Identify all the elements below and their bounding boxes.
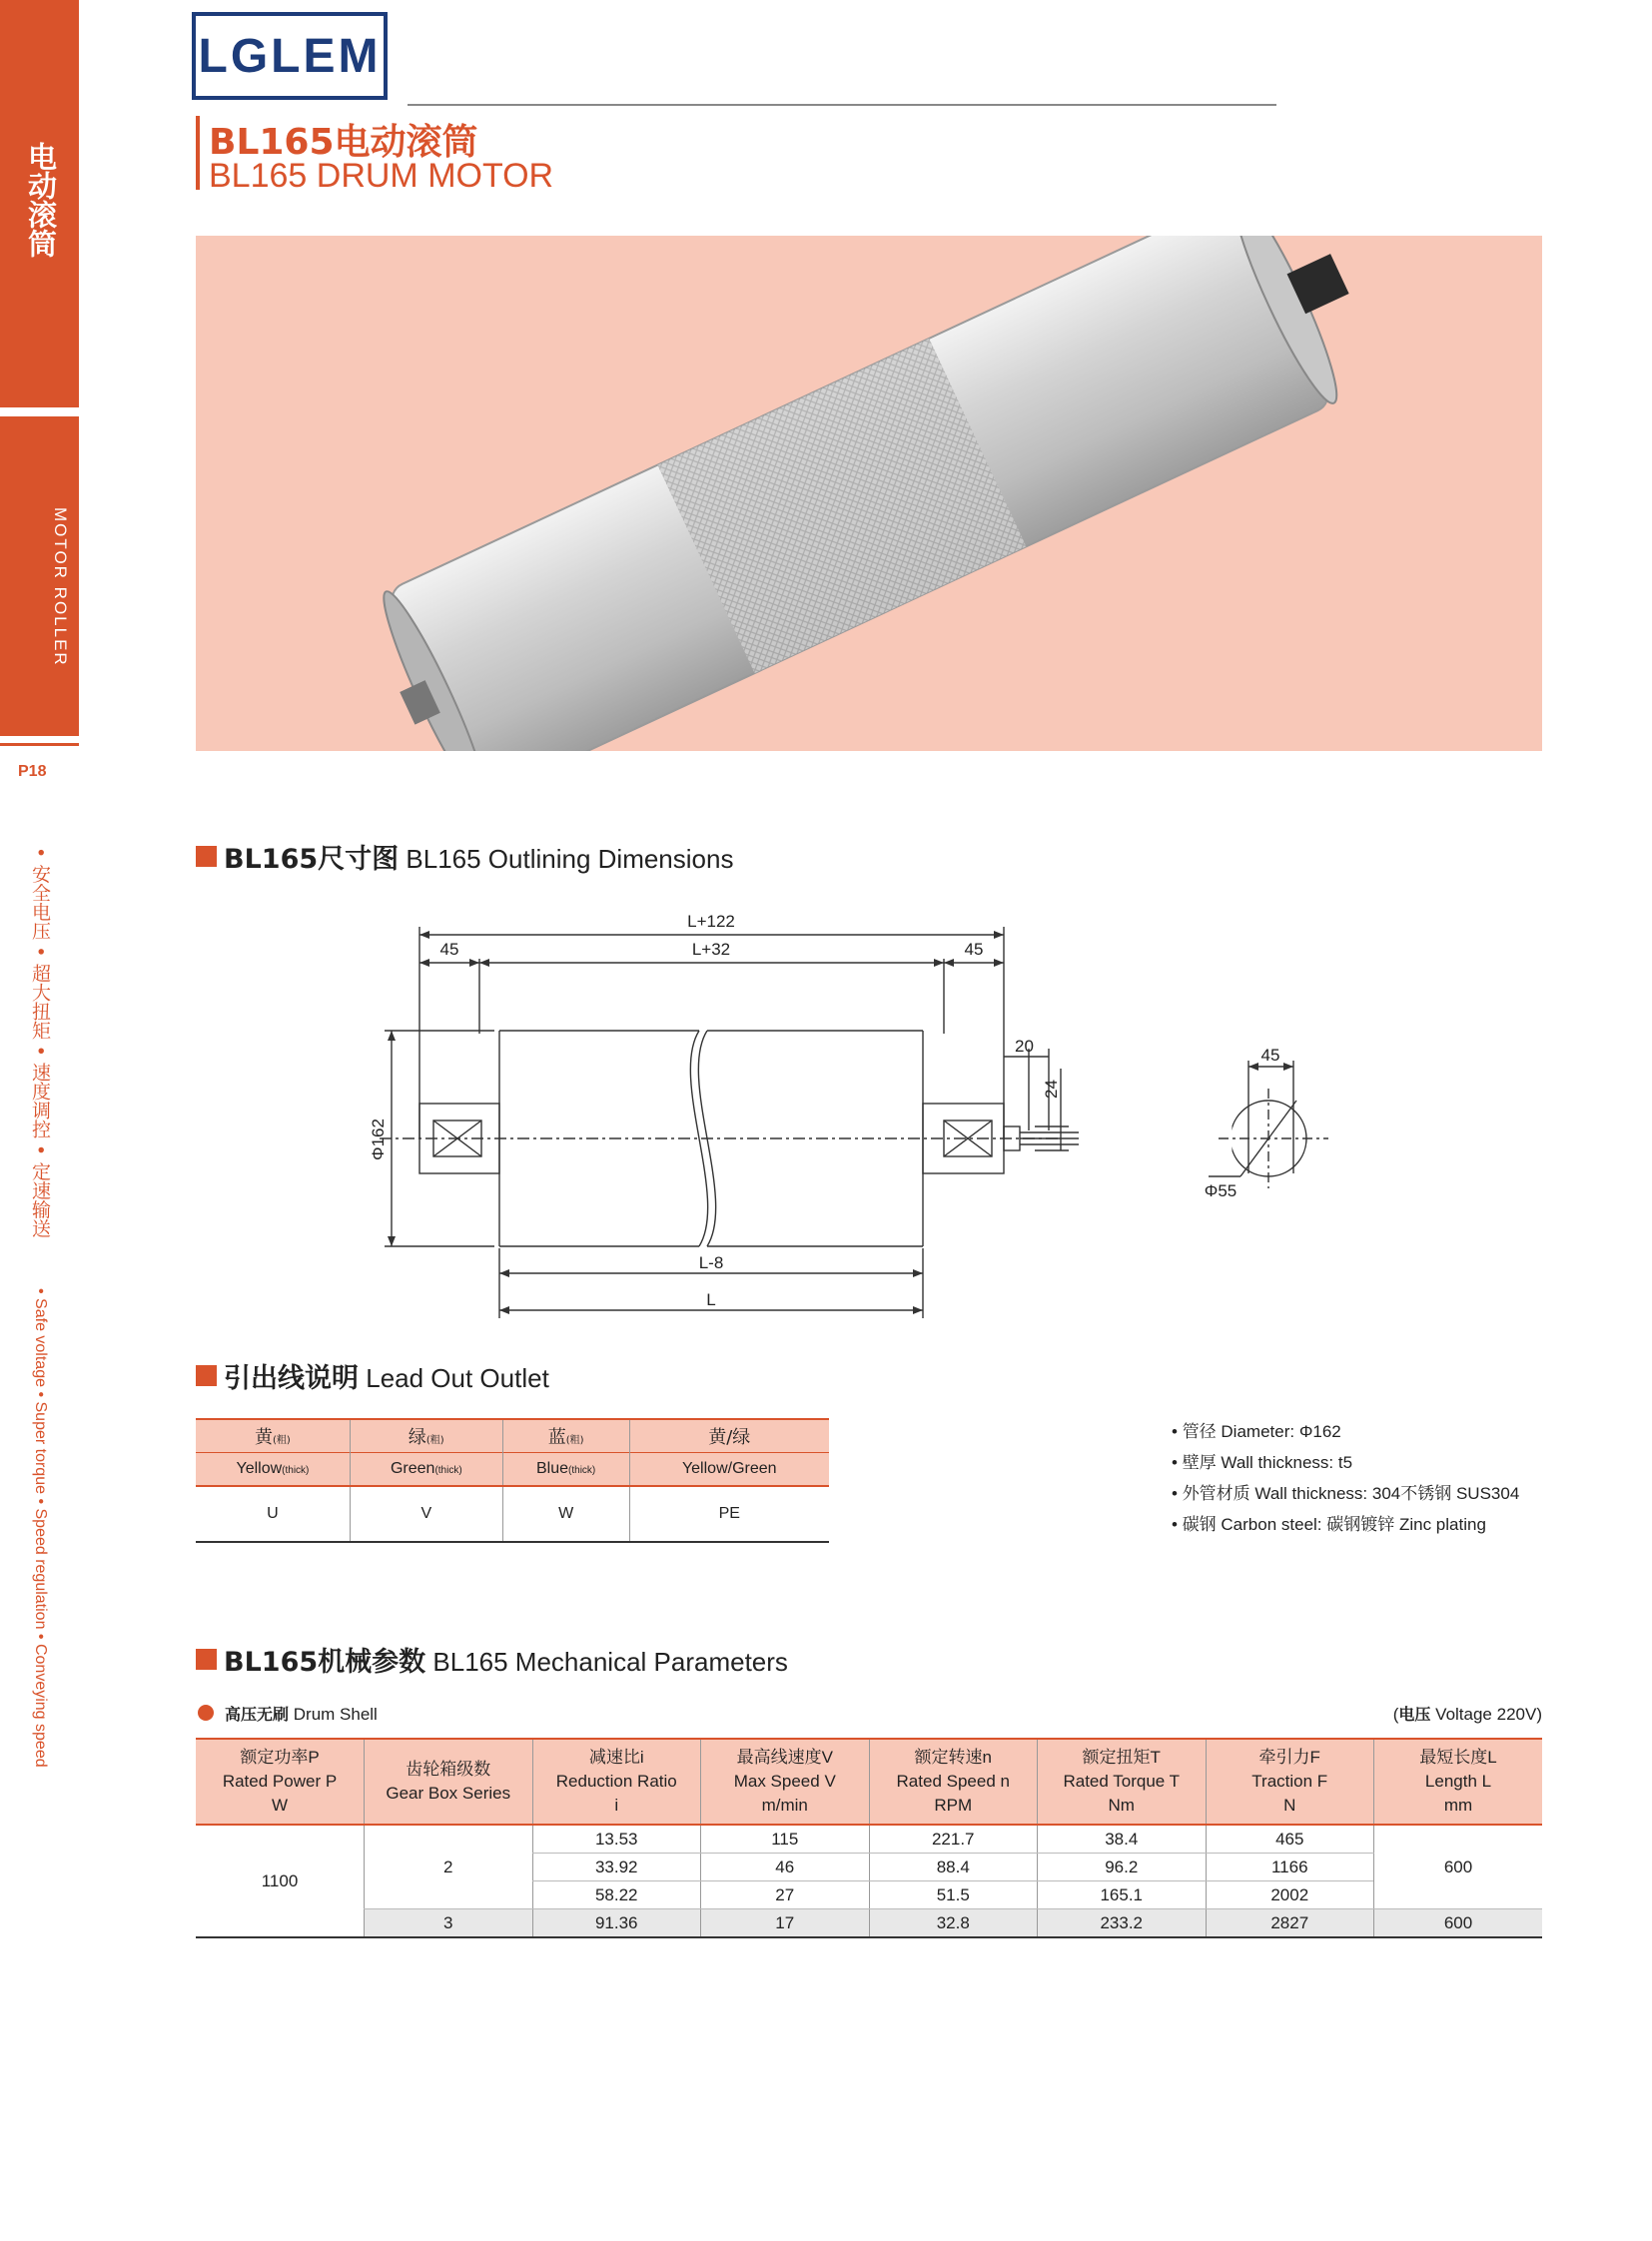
lead-color-en: Yellow/Green bbox=[681, 1460, 777, 1477]
ratio-cell: 58.22 bbox=[532, 1881, 701, 1909]
sidebar-section-en: MOTOR ROLLER bbox=[51, 507, 70, 667]
dimensions-heading bbox=[224, 837, 733, 876]
lead-thick-en: (thick) bbox=[282, 1465, 310, 1476]
section-marker bbox=[196, 1365, 217, 1386]
drum-shell-en: Drum Shell bbox=[293, 1705, 378, 1724]
bullet-dot bbox=[198, 1705, 214, 1721]
dimension-drawing bbox=[340, 899, 1388, 1323]
lead-out-heading bbox=[224, 1356, 549, 1395]
lead-out-heading-en: Lead Out Outlet bbox=[366, 1363, 549, 1393]
power-cell: 1100 bbox=[196, 1825, 365, 1937]
header-torque: 额定扭矩T Rated Torque T Nm bbox=[1038, 1739, 1207, 1825]
lead-color-cn: 黄/绿 bbox=[708, 1427, 751, 1448]
lead-phase-cell: U bbox=[196, 1486, 350, 1542]
rpm-cell: 221.7 bbox=[869, 1825, 1038, 1854]
traction-cell: 465 bbox=[1206, 1825, 1374, 1854]
dim-shaft45-label: 45 bbox=[1260, 1046, 1280, 1065]
page-number: P18 bbox=[18, 763, 47, 780]
section-marker bbox=[196, 1649, 217, 1670]
lead-color-en: Yellow bbox=[236, 1460, 283, 1477]
mechanical-table bbox=[196, 1738, 1542, 1938]
header-length: 最短长度L Length L mm bbox=[1374, 1739, 1543, 1825]
lead-thick-en: (thick) bbox=[568, 1465, 596, 1476]
length-cell: 600 bbox=[1374, 1909, 1543, 1938]
brand-logo: LGLEM bbox=[192, 12, 388, 100]
dim-l-label: L bbox=[706, 1290, 716, 1309]
dim-left-label: 45 bbox=[439, 940, 459, 959]
section-marker bbox=[196, 846, 217, 867]
torque-cell: 38.4 bbox=[1038, 1825, 1207, 1854]
table-row bbox=[196, 1909, 1542, 1938]
dim-total-label: L+122 bbox=[687, 912, 735, 931]
dim-phi55-label: Φ55 bbox=[1204, 1181, 1238, 1200]
lead-thick-cn: (粗) bbox=[565, 1435, 584, 1446]
lead-color-cn: 黄 bbox=[255, 1427, 274, 1448]
note-item: • 壁厚 Wall thickness: t5 bbox=[1172, 1447, 1519, 1478]
lead-thick-cn: (粗) bbox=[425, 1435, 444, 1446]
header-power: 额定功率P Rated Power P W bbox=[196, 1739, 365, 1825]
drum-motor-image bbox=[196, 236, 1542, 751]
lead-out-heading-cn: 引出线说明 bbox=[224, 1363, 359, 1394]
note-item: • 管径 Diameter: Φ162 bbox=[1172, 1416, 1519, 1447]
voltage-cn: 电压 bbox=[1398, 1705, 1431, 1724]
speed-cell: 27 bbox=[701, 1881, 870, 1909]
lead-color-cn: 绿 bbox=[408, 1427, 426, 1448]
dimensions-heading-en: BL165 Outlining Dimensions bbox=[406, 844, 734, 874]
header-rule bbox=[408, 104, 1276, 106]
ratio-cell: 13.53 bbox=[532, 1825, 701, 1854]
title-accent-bar bbox=[196, 116, 200, 190]
dimensions-heading-cn: BL165尺寸图 bbox=[224, 844, 400, 875]
page-title-en: BL165 DRUM MOTOR bbox=[209, 157, 554, 195]
rpm-cell: 88.4 bbox=[869, 1854, 1038, 1881]
note-item: • 外管材质 Wall thickness: 304不锈钢 SUS304 bbox=[1172, 1478, 1519, 1509]
torque-cell: 233.2 bbox=[1038, 1909, 1207, 1938]
traction-cell: 2827 bbox=[1206, 1909, 1374, 1938]
dim-24-label: 24 bbox=[1042, 1080, 1061, 1099]
header-ratio: 减速比i Reduction Ratio i bbox=[532, 1739, 701, 1825]
sidebar-divider bbox=[0, 743, 79, 746]
note-item: • 碳钢 Carbon steel: 碳钢镀锌 Zinc plating bbox=[1172, 1509, 1519, 1540]
header-gearbox: 齿轮箱级数 Gear Box Series bbox=[365, 1739, 533, 1825]
dim-right-label: 45 bbox=[964, 940, 984, 959]
lead-color-en: Green bbox=[390, 1460, 435, 1477]
spec-notes bbox=[1172, 1416, 1519, 1540]
ratio-cell: 33.92 bbox=[532, 1854, 701, 1881]
torque-cell: 165.1 bbox=[1038, 1881, 1207, 1909]
mechanical-heading-cn: BL165机械参数 bbox=[224, 1647, 426, 1678]
sidebar-section-cn: 电动滚筒 bbox=[24, 142, 58, 258]
length-cell: 600 bbox=[1374, 1825, 1543, 1909]
header-speed: 最高线速度V Max Speed V m/min bbox=[701, 1739, 870, 1825]
features-en: • Safe voltage • Super torque • Speed regulation • Conveying speed bbox=[32, 1288, 49, 1768]
features-cn: • 安全电压 • 超大扭矩 • 速度调控 • 定速输送 bbox=[29, 847, 51, 1238]
drum-shell-cn: 高压无刷 bbox=[225, 1705, 290, 1724]
page-title-cn: BL165电动滚筒 bbox=[209, 122, 478, 163]
mechanical-heading-en: BL165 Mechanical Parameters bbox=[432, 1647, 788, 1677]
speed-cell: 46 bbox=[701, 1854, 870, 1881]
rpm-cell: 32.8 bbox=[869, 1909, 1038, 1938]
dim-phi162-label: Φ162 bbox=[369, 1119, 388, 1160]
gear-cell: 3 bbox=[365, 1909, 533, 1938]
table-row bbox=[196, 1825, 1542, 1854]
voltage-en: Voltage 220V bbox=[1435, 1705, 1537, 1724]
lead-phase-cell: W bbox=[502, 1486, 629, 1542]
traction-cell: 2002 bbox=[1206, 1881, 1374, 1909]
dim-20-label: 20 bbox=[1015, 1037, 1034, 1056]
voltage-label: (电压 Voltage 220V) bbox=[1392, 1705, 1542, 1724]
speed-cell: 17 bbox=[701, 1909, 870, 1938]
ratio-cell: 91.36 bbox=[532, 1909, 701, 1938]
dim-middle-label: L+32 bbox=[691, 940, 731, 959]
speed-cell: 115 bbox=[701, 1825, 870, 1854]
rpm-cell: 51.5 bbox=[869, 1881, 1038, 1909]
lead-phase-cell: PE bbox=[629, 1486, 829, 1542]
lead-thick-cn: (粗) bbox=[273, 1435, 291, 1446]
lead-phase-cell: V bbox=[350, 1486, 502, 1542]
drum-shell-label bbox=[225, 1702, 378, 1725]
mechanical-heading bbox=[224, 1640, 788, 1679]
header-rpm: 额定转速n Rated Speed n RPM bbox=[869, 1739, 1038, 1825]
lead-out-table bbox=[196, 1418, 829, 1543]
product-hero bbox=[196, 236, 1542, 751]
lead-color-en: Blue bbox=[536, 1460, 569, 1477]
lead-color-cn: 蓝 bbox=[547, 1427, 566, 1448]
traction-cell: 1166 bbox=[1206, 1854, 1374, 1881]
lead-thick-en: (thick) bbox=[434, 1465, 462, 1476]
dim-l8-label: L-8 bbox=[698, 1253, 724, 1272]
torque-cell: 96.2 bbox=[1038, 1854, 1207, 1881]
header-traction: 牵引力F Traction F N bbox=[1206, 1739, 1374, 1825]
gear-cell: 2 bbox=[365, 1825, 533, 1909]
